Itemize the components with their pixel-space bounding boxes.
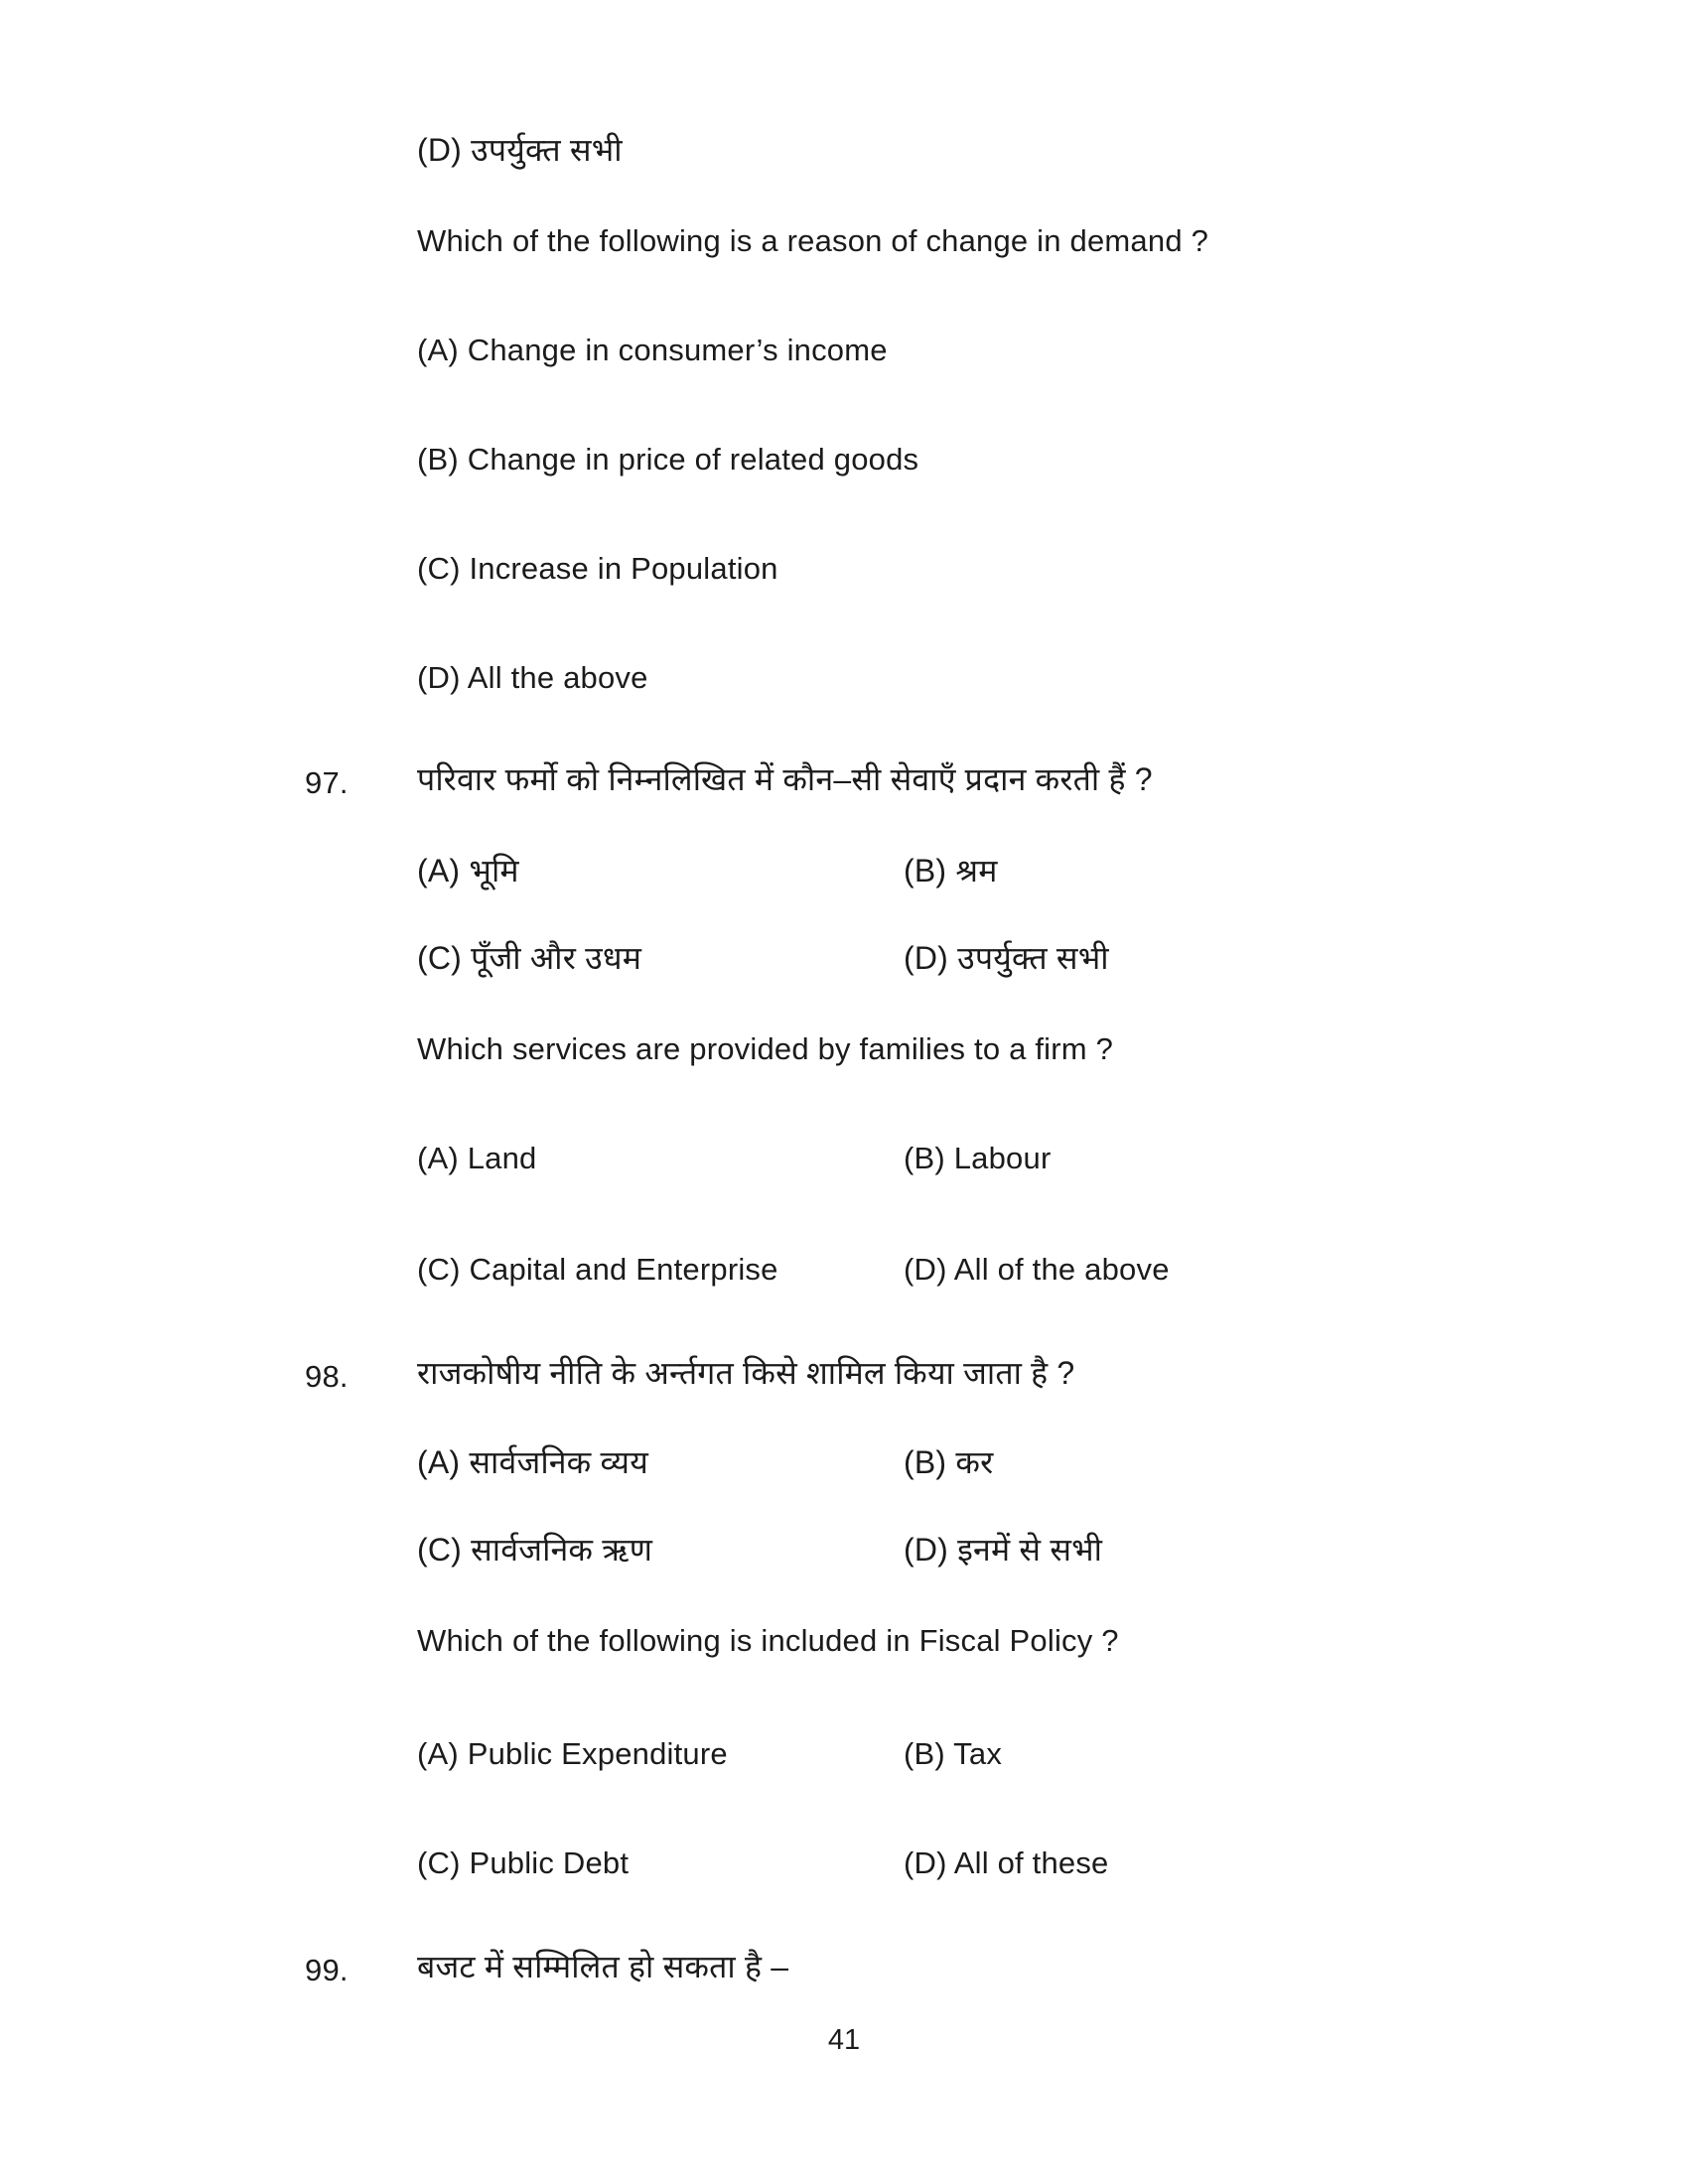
q98-option-a-hindi: (A) सार्वजनिक व्यय	[417, 1444, 648, 1480]
q98-option-b-english: (B) Tax	[904, 1736, 1003, 1771]
q96-question-english: Which of the following is a reason of change in demand ?	[417, 223, 1209, 258]
q98-option-a-english: (A) Public Expenditure	[417, 1736, 728, 1771]
q98-option-c-hindi: (C) सार्वजनिक ऋण	[417, 1532, 653, 1568]
q97-question-hindi: परिवार फर्मो को निम्नलिखित में कौन–सी सेवाएँ प्रदान करती हैं ?	[417, 761, 1153, 797]
q96-option-c-english: (C) Increase in Population	[417, 551, 778, 586]
q97-option-c-english: (C) Capital and Enterprise	[417, 1252, 778, 1287]
q99-number: 99.	[305, 1953, 349, 1987]
q97-option-c-hindi: (C) पूँजी और उधम	[417, 940, 642, 976]
q97-option-d-hindi: (D) उपर्युक्त सभी	[904, 940, 1109, 976]
page-number: 41	[827, 2024, 861, 2056]
q98-option-d-english: (D) All of these	[904, 1845, 1109, 1880]
q97-option-b-hindi: (B) श्रम	[904, 853, 998, 888]
q98-number: 98.	[305, 1359, 349, 1394]
q96-option-b-english: (B) Change in price of related goods	[417, 442, 919, 477]
q96-option-d-hindi: (D) उपर्युक्त सभी	[417, 132, 623, 168]
q97-option-a-hindi: (A) भूमि	[417, 853, 519, 888]
q96-option-a-english: (A) Change in consumer’s income	[417, 333, 888, 367]
q98-option-d-hindi: (D) इनमें से सभी	[904, 1532, 1103, 1568]
q96-option-d-english: (D) All the above	[417, 660, 648, 695]
q98-option-c-english: (C) Public Debt	[417, 1845, 630, 1880]
q97-number: 97.	[305, 765, 349, 800]
q97-option-d-english: (D) All of the above	[904, 1252, 1170, 1287]
q97-option-b-english: (B) Labour	[904, 1141, 1052, 1175]
q97-question-english: Which services are provided by families to a firm ?	[417, 1031, 1114, 1066]
q98-option-b-hindi: (B) कर	[904, 1444, 994, 1480]
q99-question-hindi: बजट में सम्मिलित हो सकता है –	[417, 1949, 789, 1984]
q97-option-a-english: (A) Land	[417, 1141, 537, 1175]
q98-question-english: Which of the following is included in Fiscal Policy ?	[417, 1623, 1119, 1658]
q98-question-hindi: राजकोषीय नीति के अर्न्तगत किसे शामिल किया जाता है ?	[417, 1355, 1075, 1391]
